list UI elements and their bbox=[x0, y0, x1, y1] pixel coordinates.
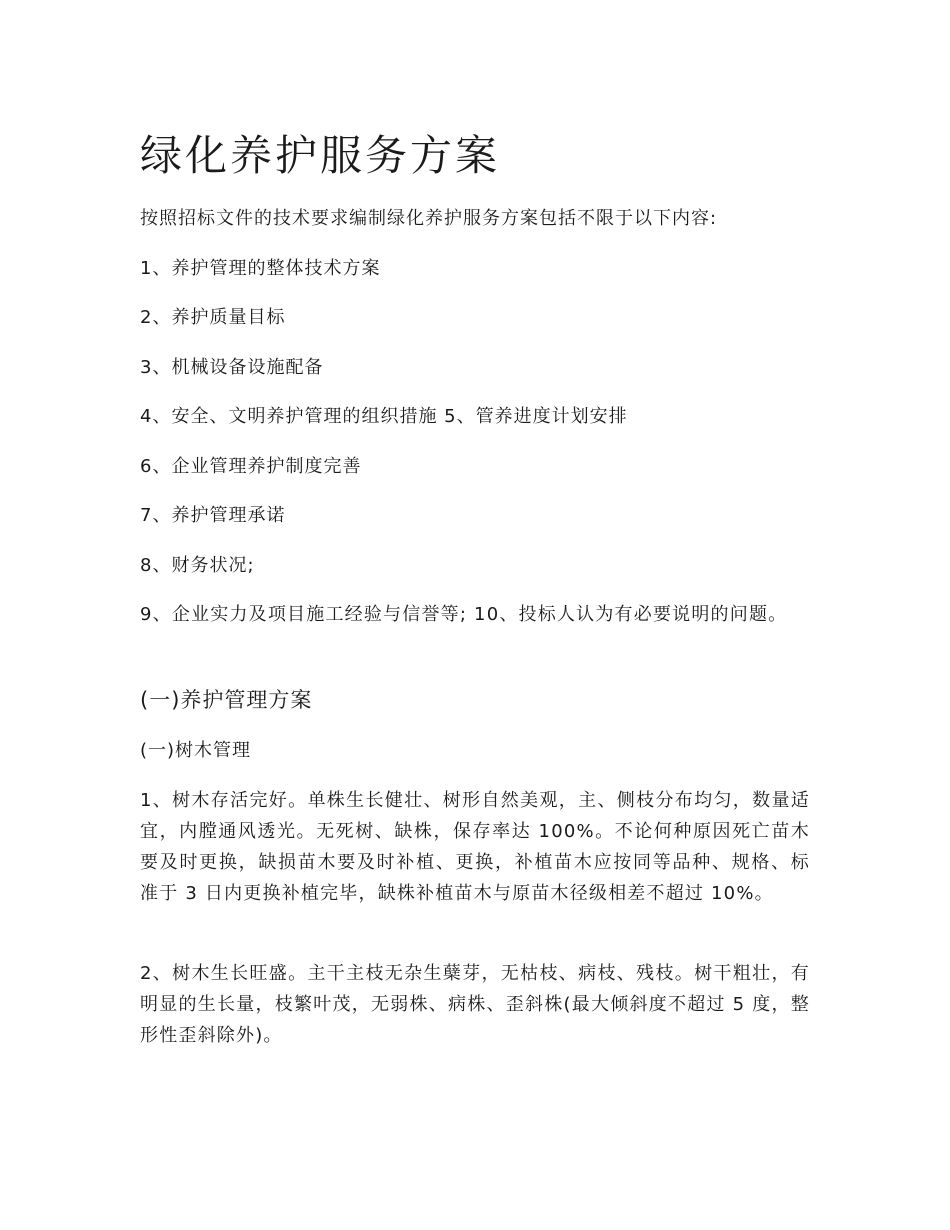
list-item: 7、养护管理承诺 bbox=[140, 505, 286, 526]
list-item: 8、财务状况; bbox=[140, 555, 255, 576]
list-item: 6、企业管理养护制度完善 bbox=[140, 456, 362, 477]
list-item: 1、养护管理的整体技术方案 bbox=[140, 258, 381, 279]
list-item: 4、安全、文明养护管理的组织措施 5、管养进度计划安排 bbox=[140, 406, 628, 427]
intro-text: 按照招标文件的技术要求编制绿化养护服务方案包括不限于以下内容: bbox=[140, 208, 718, 229]
section-heading: (一)养护管理方案 bbox=[140, 688, 313, 712]
list-item: 2、养护质量目标 bbox=[140, 307, 286, 328]
list-item: 9、企业实力及项目施工经验与信誉等; 10、投标人认为有必要说明的问题。 bbox=[140, 604, 788, 625]
document-title: 绿化养护服务方案 bbox=[140, 131, 501, 180]
subsection-heading: (一)树木管理 bbox=[140, 740, 252, 761]
body-paragraph: 1、树木存活完好。单株生长健壮、树形自然美观，主、侧枝分布均匀，数量适宜，内膛通风透光。无死树、缺株，保存率达 100%。不论何种原因死亡苗木要及时更换，缺损苗木要及时补植、更换，补植苗木应按同等品种、规格、标准于 3 日内更换补植完毕，缺株补植苗木与原苗木径级相差不超过 10%。 bbox=[140, 790, 810, 904]
body-paragraph: 2、树木生长旺盛。主干主枝无杂生蘖芽，无枯枝、病枝、残枝。树干粗壮，有明显的生长量，枝繁叶茂，无弱株、病株、歪斜株(最大倾斜度不超过 5 度，整形性歪斜除外)。 bbox=[140, 963, 810, 1046]
list-item: 3、机械设备设施配备 bbox=[140, 357, 324, 378]
